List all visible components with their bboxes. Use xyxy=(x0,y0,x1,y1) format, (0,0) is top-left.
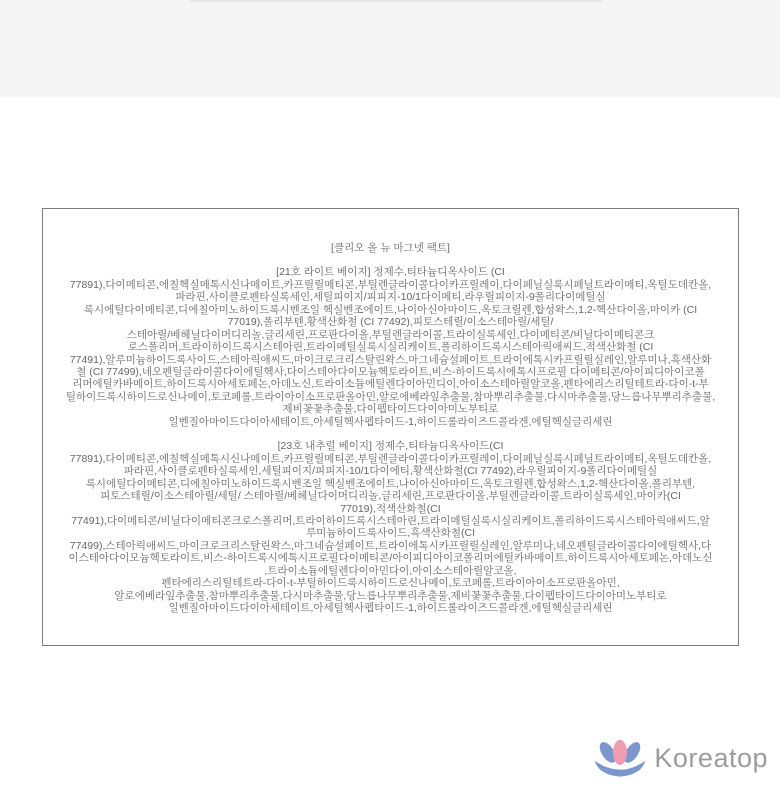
top-band xyxy=(0,0,780,97)
koreatop-logo xyxy=(592,736,768,780)
ingredient-line: 록시에틸다이메티콘,디에칠아미노하이드록시벤조일 헥실벤조에이트,나이아신아마이드,옥토크릴렌,합성왁스,1,2-헥산다이올,폴리부텐, xyxy=(85,477,696,490)
ingredient-line: 77499),스테아릭애씨드,마이크로크리스탈린왁스,마그네슘설페이트,트라이에톡시카프릴릴실레인,알루미나,네오펜틸글라이콜다이에틸헥사,다 xyxy=(69,539,712,552)
ingredient-line: 로스폴리머,트라이하이드록시스테아린,트라이메틸실록시실리케이트,폴리하이드록시스테아릭애씨드,적색산화철 (CI xyxy=(127,341,654,354)
ingredient-line: 77491),다이메티콘/비닐다이메티콘크로스폴리머,트라이하이드록시스테아린,트라이메틸실록시실리케이트,폴리하이드록시스테아릭애씨드,알 xyxy=(71,515,710,528)
ingredient-line: 77019),적색산화철(CI xyxy=(340,502,441,515)
ingredient-line: 일벤질아마이드다이아세테이트,아세틸헥사펩타이드-1,하이드롤라이즈드콜라겐,에틸헥실글리세린 xyxy=(168,602,613,615)
lotus-flower-icon xyxy=(592,736,648,780)
ingredient-line: 펜타에리스리틸테트라-다이-t-부틸하이드록시하이드로신나메이,토코페롤,트라이아이소프로판올아민, xyxy=(161,577,620,590)
ingredient-line: 제비꽃꽃추출물,다이펩타이드다이아미노부티로 xyxy=(282,403,499,416)
product-title: [클리오 올 뉴 마그넷 팩트] xyxy=(331,242,450,254)
ingredients-shade-21 xyxy=(43,266,738,428)
ingredient-line: 틸하이드록시하이드로신나메이,토코페롤,트라이아이소프로판올아민,알로에베라잎추출물,참마뿌리추출물,다시마추출물,당느릅나무뿌리추출물, xyxy=(65,390,716,403)
ingredient-line: 철 (CI 77499),네오펜틸글라이콜다이에틸헥사,다이스테아다이모늄헥토라이트,비스-하이드록시에톡시프로필 다이메티콘/아이피디아이코폴 xyxy=(76,366,705,379)
ingredient-line: 파라핀,사이클로펜타실록세인,세틸피이지/피피지-10/1다이에티,황색산화철(CI 77492),라우릴피이지-9폴리다이메틸실 xyxy=(123,465,658,478)
top-divider xyxy=(190,0,602,2)
ingredient-line: 77491),알루미늄하이드록사이드,스테아릭애씨드,마이크로크리스탈린왁스,마그네슘설페이트,트라이에톡시카프릴릴실레인,알루미나,흑색산화 xyxy=(69,353,712,366)
ingredient-line: [21호 라이트 베이지] 정제수,티타늄디옥사이드 (CI xyxy=(276,266,505,279)
ingredient-line: 루미늄하이드록사이드,흑색산화철(CI xyxy=(305,527,476,540)
ingredient-line: 피토스테릴/이소스테아릴/세틸/ 스테아릴/베헤닐다이머디리놀,글리세린,프로판다이올,부틸렌글라이콜,트라이실록세인,마이카(CI xyxy=(100,490,681,503)
ingredients-shade-23 xyxy=(43,440,738,614)
ingredient-line: 77891),다이메티콘,에칠헥실메톡시신나메이트,카프릴릴메티콘,부틸렌글라이콜다이카프릴레이,다이페닐실록시페닐트라이메티,옥틸도데칸올, xyxy=(69,278,712,291)
ingredient-line: 록시에틸다이메티콘,디에칠아미노하이드록시벤조일 헥실벤조에이트,나이아신아마이드,옥토크릴렌,합성왁스,1,2-헥산다이올,마이카 (CI xyxy=(83,303,698,316)
ingredient-line: 알로에베라잎추출물,참마뿌리추출물,다시마추출물,당느릅나무뿌리추출물,제비꽃꽃추출물,다이펩타이드다이아미노부티로 xyxy=(114,589,667,602)
logo-text: Koreatop xyxy=(654,742,768,773)
ingredient-line: 77891),다이메티콘,에칠헥실메톡시신나메이트,카프릴릴메티콘,부틸렌글라이콜다이카프릴레이,다이페닐실록시페닐트라이메티,옥틸도데칸올, xyxy=(69,452,712,465)
ingredient-line: 이스테아다이모늄헥토라이트,비스-하이드록시에톡시프로필다이메티콘/아이피디아이코폴리머에틸카바메이트,하이드록시아세토페논,아데노신 xyxy=(68,552,713,565)
ingredient-line: 파라핀,사이클로펜타실록세인,세틸피이지/피피지-10/1다이메티,라우릴피이지-9폴리다이메틸실 xyxy=(175,291,606,304)
ingredient-line: [23호 내추럴 베이지] 정제수,티타늄디옥사이드(CI xyxy=(277,440,504,453)
ingredient-line: ,트라이소듐에틸렌다이아민다이,아이소스테아릴알코올, xyxy=(264,564,517,577)
ingredient-line: 리머에틸카바메이트,하이드록시아세토페논,아데노신,트라이소듐에틸렌다이아민디이,아이소스테아릴알코올,펜타에리스리틸테트라-다이-t-부 xyxy=(72,378,709,391)
ingredient-panel xyxy=(42,208,739,646)
ingredient-line: 스테아릴/베헤닐다이머디리놀,글리세린,프로판다이올,부틸렌글라이콜,트라이실록세인,다이메티콘/비닐다이메티콘크 xyxy=(126,328,655,341)
ingredient-line: 일벤질아마이드다이아세테이트,아세틸헥사펩타이드-1,하이드롤라이즈드콜라겐,에틸헥실글리세린 xyxy=(168,415,613,428)
ingredient-line: 77019),폴리부텐,황색산화철 (CI 77492),피토스테릴/이소스테아릴/세틸/ xyxy=(227,316,554,329)
